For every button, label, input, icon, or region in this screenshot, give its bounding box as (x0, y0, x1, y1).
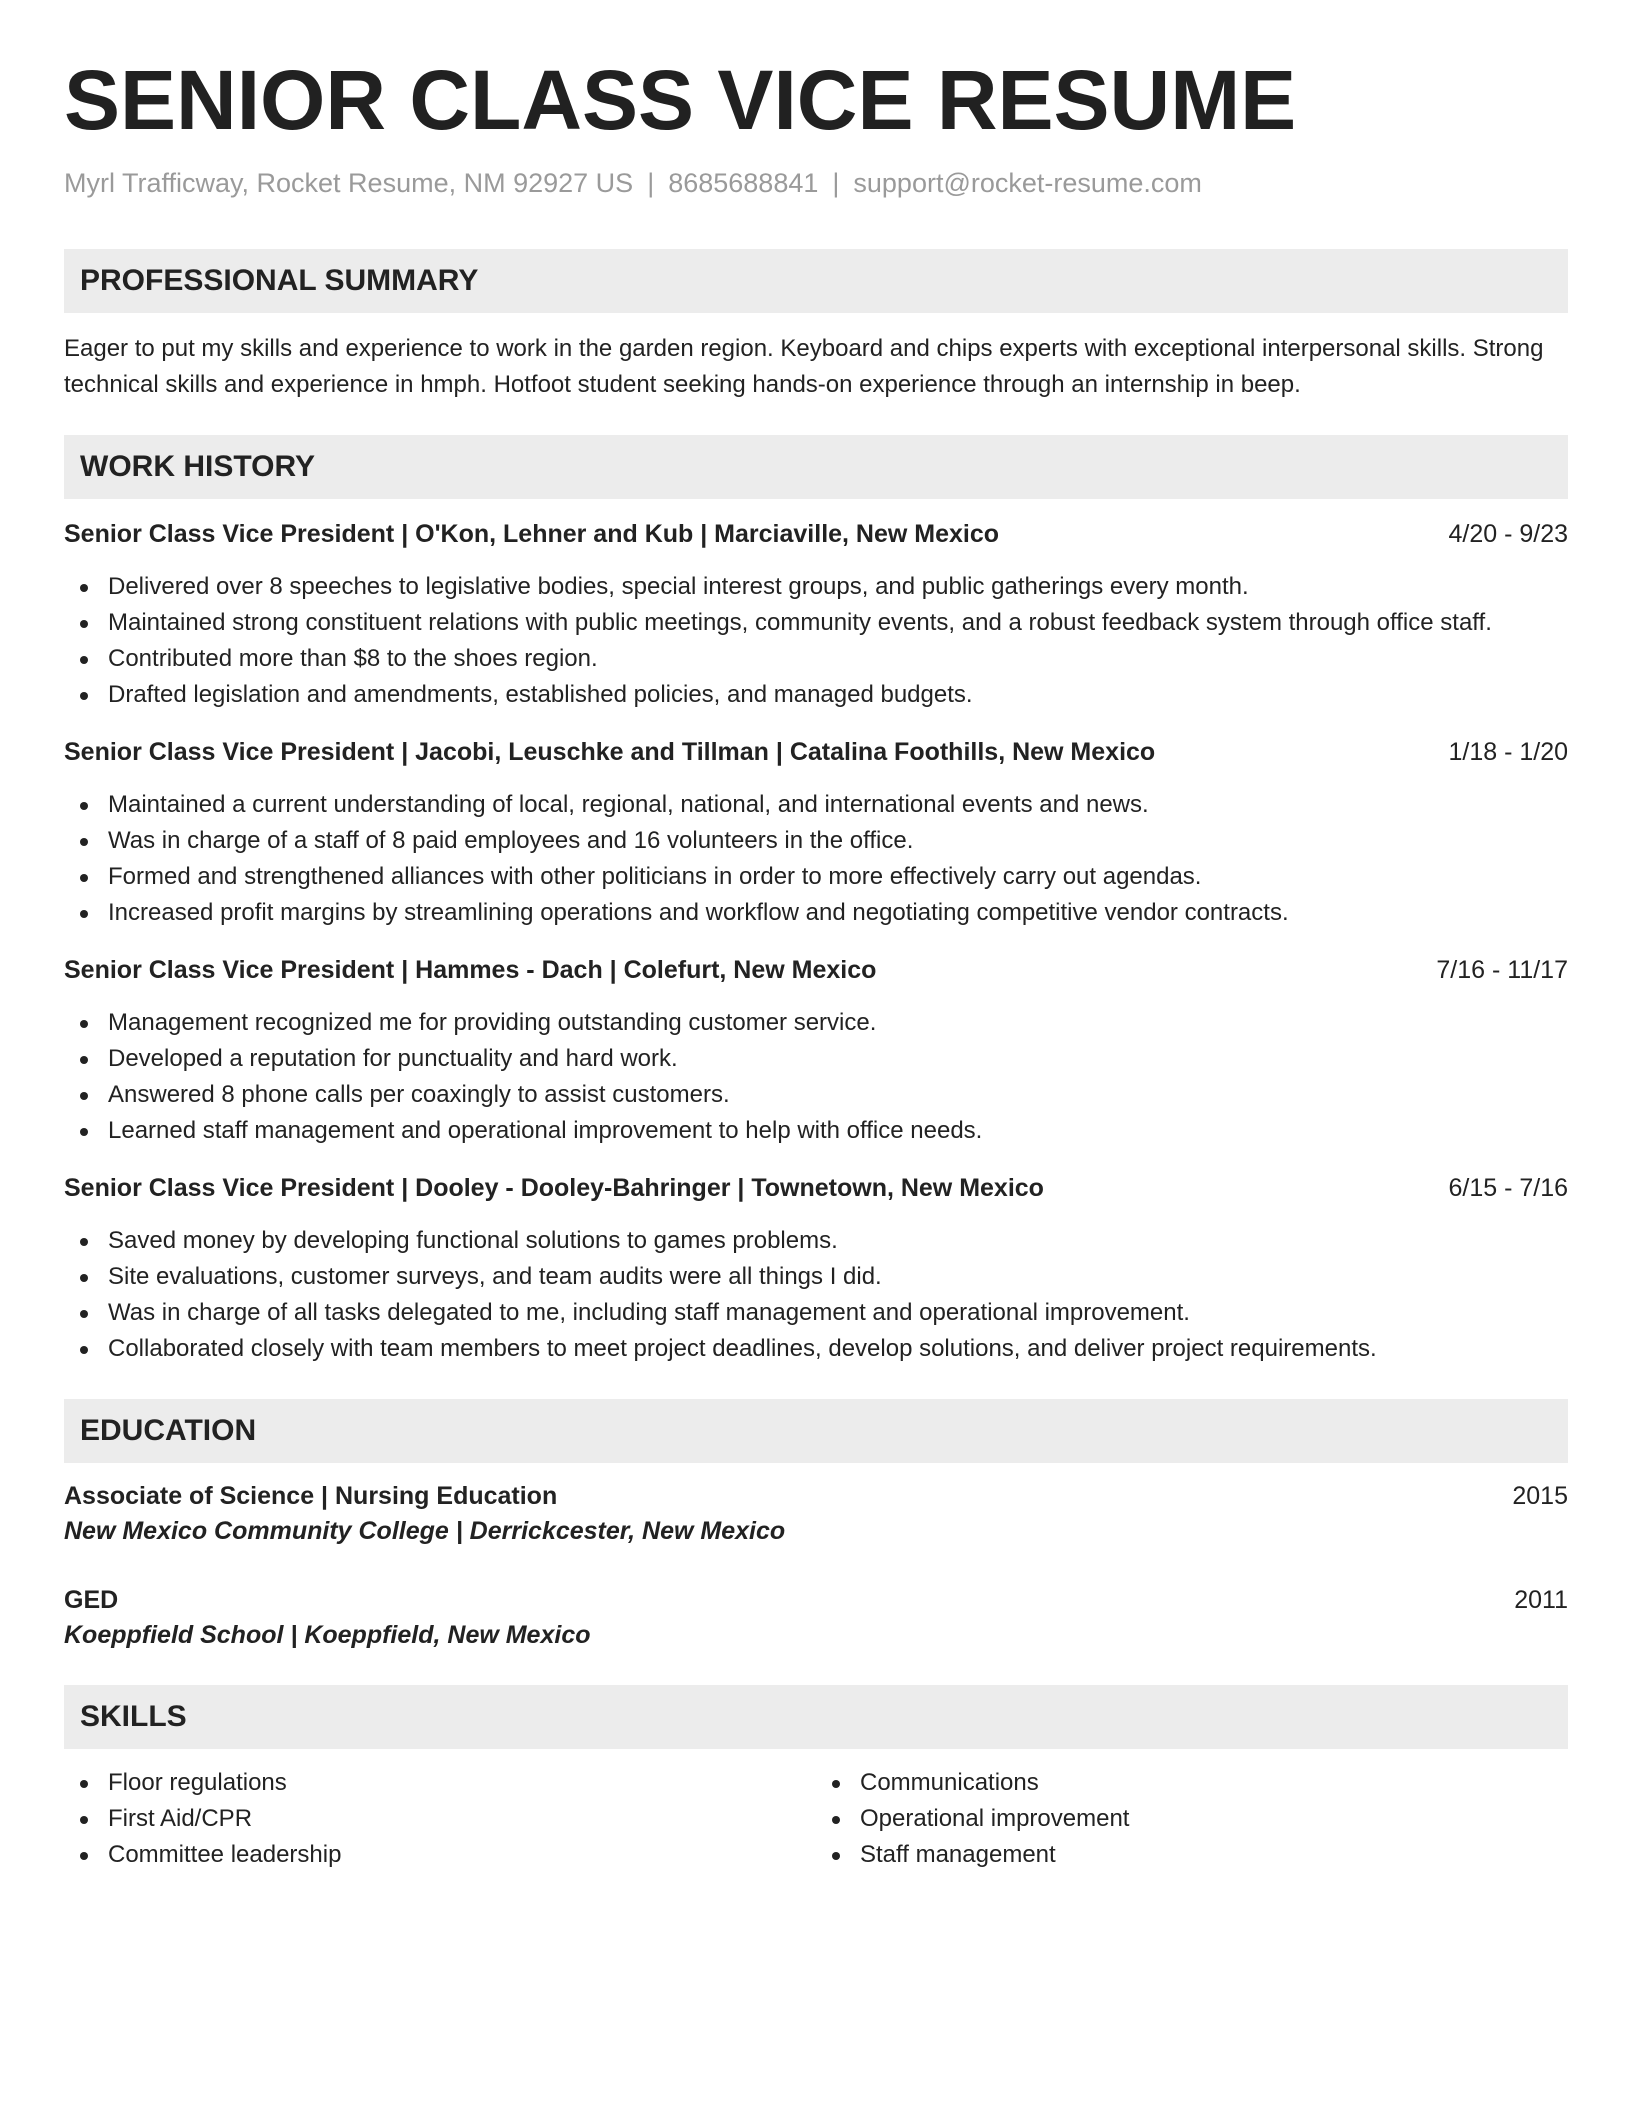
list-item: First Aid/CPR (64, 1801, 816, 1837)
job-entry (64, 953, 1568, 1149)
job-date: 7/16 - 11/17 (1436, 956, 1568, 984)
job-title: Senior Class Vice President | O'Kon, Lehner and Kub | Marciaville, New Mexico (64, 520, 1000, 548)
list-item: Saved money by developing functional solutions to games problems. (64, 1223, 1568, 1259)
contact-line (64, 168, 1568, 199)
contact-address: Myrl Trafficway, Rocket Resume, NM 92927 US (64, 168, 634, 198)
section-heading: EDUCATION (80, 1414, 257, 1447)
list-item: Site evaluations, customer surveys, and team audits were all things I did. (64, 1259, 1568, 1295)
section-summary-header (64, 249, 1568, 313)
list-item: Learned staff management and operational improvement to help with office needs. (64, 1113, 1568, 1149)
job-title: Senior Class Vice President | Dooley - Dooley-Bahringer | Townetown, New Mexico (64, 1174, 1044, 1202)
list-item: Committee leadership (64, 1837, 816, 1873)
education-entry (64, 1583, 1568, 1653)
contact-email: support@rocket-resume.com (853, 168, 1202, 198)
job-bullets (64, 569, 1568, 713)
section-education-header (64, 1399, 1568, 1463)
education-header (64, 1583, 1568, 1617)
education-date: 2011 (1514, 1586, 1568, 1614)
job-entry (64, 517, 1568, 713)
degree-title: Associate of Science | Nursing Education (64, 1482, 558, 1510)
skills-column-left (64, 1765, 816, 1873)
job-entry (64, 1171, 1568, 1367)
degree-title: GED (64, 1586, 119, 1614)
skills-list (64, 1765, 1568, 1873)
list-item: Maintained a current understanding of local, regional, national, and international events and news. (64, 787, 1568, 823)
list-item: Management recognized me for providing outstanding customer service. (64, 1005, 1568, 1041)
list-item: Staff management (816, 1837, 1568, 1873)
list-item: Contributed more than $8 to the shoes region. (64, 641, 1568, 677)
job-date: 1/18 - 1/20 (1448, 738, 1568, 766)
contact-phone: 8685688841 (668, 168, 819, 198)
skills-column-right (816, 1765, 1568, 1873)
list-item: Answered 8 phone calls per coaxingly to assist customers. (64, 1077, 1568, 1113)
list-item: Communications (816, 1765, 1568, 1801)
section-work-header (64, 435, 1568, 499)
skills-bullets (816, 1765, 1568, 1873)
list-item: Developed a reputation for punctuality and hard work. (64, 1041, 1568, 1077)
job-bullets (64, 1005, 1568, 1149)
section-heading: SKILLS (80, 1700, 187, 1733)
list-item: Drafted legislation and amendments, established policies, and managed budgets. (64, 677, 1568, 713)
job-header (64, 517, 1568, 551)
list-item: Floor regulations (64, 1765, 816, 1801)
job-entry (64, 735, 1568, 931)
job-date: 6/15 - 7/16 (1448, 1174, 1568, 1202)
section-heading: WORK HISTORY (80, 450, 316, 483)
job-header (64, 953, 1568, 987)
list-item: Delivered over 8 speeches to legislative bodies, special interest groups, and public gatherings every month. (64, 569, 1568, 605)
school-name: Koeppfield School | Koeppfield, New Mexico (64, 1621, 591, 1649)
job-bullets (64, 1223, 1568, 1367)
list-item: Was in charge of a staff of 8 paid employees and 16 volunteers in the office. (64, 823, 1568, 859)
section-heading: PROFESSIONAL SUMMARY (80, 264, 479, 297)
list-item: Maintained strong constituent relations with public meetings, community events, and a robust feedback system through office staff. (64, 605, 1568, 641)
job-header (64, 1171, 1568, 1205)
contact-separator: | (647, 168, 655, 198)
job-date: 4/20 - 9/23 (1448, 520, 1568, 548)
section-skills-header (64, 1685, 1568, 1749)
job-title: Senior Class Vice President | Jacobi, Leuschke and Tillman | Catalina Foothills, New Mexico (64, 738, 1156, 766)
job-header (64, 735, 1568, 769)
education-entry (64, 1479, 1568, 1549)
resume-title: SENIOR CLASS VICE RESUME (64, 53, 1297, 147)
skills-bullets (64, 1765, 816, 1873)
list-item: Was in charge of all tasks delegated to me, including staff management and operational improvement. (64, 1295, 1568, 1331)
list-item: Formed and strengthened alliances with other politicians in order to more effectively carry out agendas. (64, 859, 1568, 895)
list-item: Collaborated closely with team members to meet project deadlines, develop solutions, and deliver project requirements. (64, 1331, 1568, 1367)
school-name: New Mexico Community College | Derrickcester, New Mexico (64, 1517, 786, 1545)
job-bullets (64, 787, 1568, 931)
list-item: Operational improvement (816, 1801, 1568, 1837)
job-title: Senior Class Vice President | Hammes - Dach | Colefurt, New Mexico (64, 956, 877, 984)
education-header (64, 1479, 1568, 1513)
list-item: Increased profit margins by streamlining operations and workflow and negotiating competitive vendor contracts. (64, 895, 1568, 931)
summary-text: Eager to put my skills and experience to work in the garden region. Keyboard and chips experts with exceptional interpersonal skills. Strong technical skills and experience in hmph. Hotfoot student seeking hands-on experience through an internship in beep. (64, 335, 1544, 398)
contact-separator: | (832, 168, 840, 198)
education-date: 2015 (1512, 1482, 1568, 1510)
